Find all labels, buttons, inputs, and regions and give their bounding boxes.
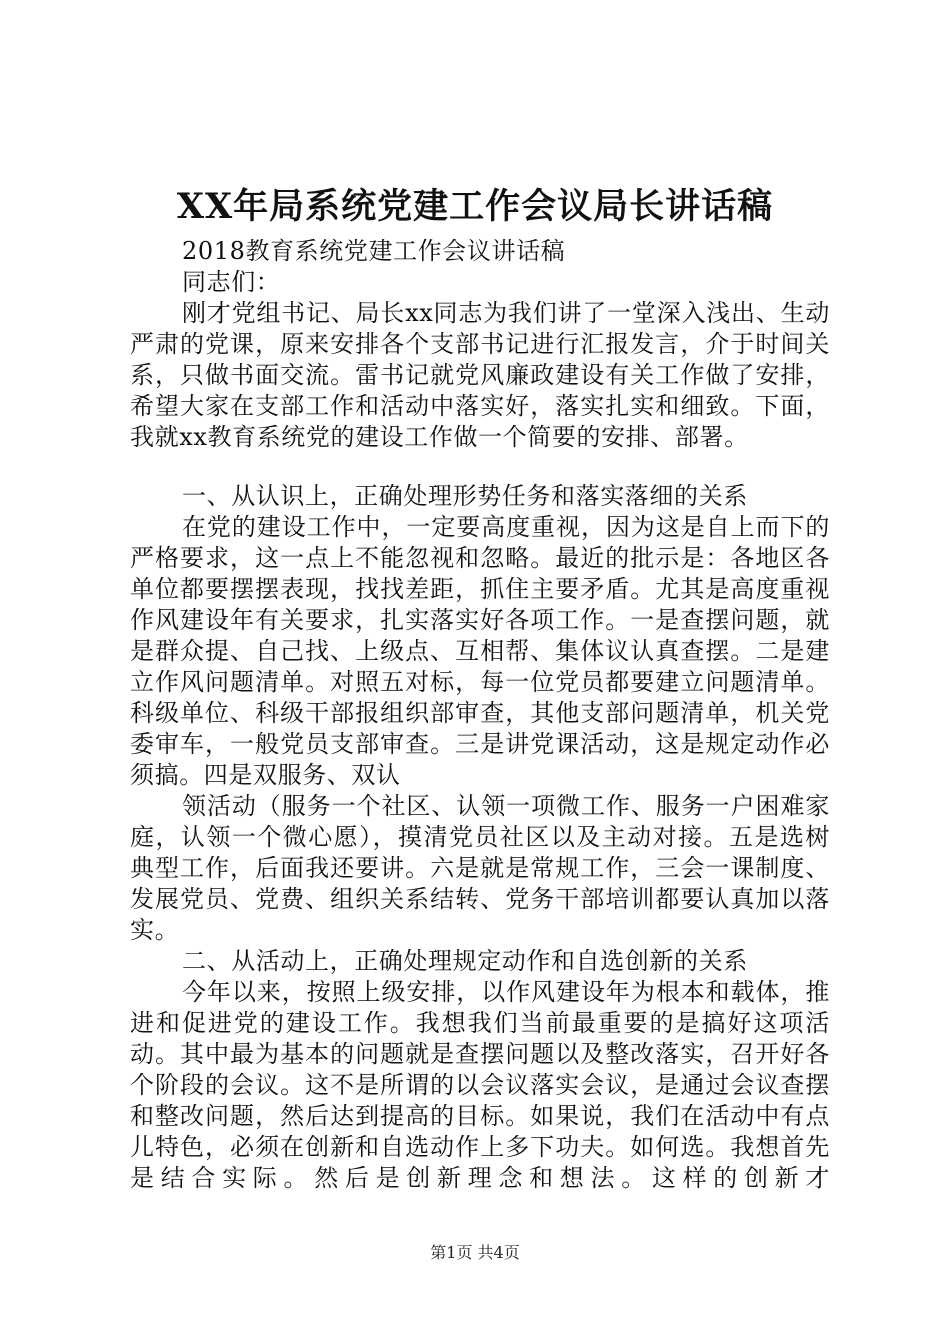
section-heading-2: 二、从活动上，正确处理规定动作和自选创新的关系 <box>182 947 748 975</box>
section-1-paragraph-2: 领活动（服务一个社区、认领一项微工作、服务一户困难家庭，认领一个微心愿），摸清党员社区以及主动对接。五是选树典型工作，后面我还要讲。六是就是常规工作，三会一课制度、发展党员、党费、组织关系结转、党务干部培训都要认真加以落实。 <box>130 792 830 944</box>
salutation-paragraph: 同志们： <box>182 268 281 296</box>
section-2-paragraph-1: 今年以来，按照上级安排，以作风建设年为根本和载体，推进和促进党的建设工作。我想我们当前最重要的是搞好这项活动。其中最为基本的问题就是查摆问题以及整改落实，召开好各个阶段的会议。这不是所谓的以会议落实会议，是通过会议查摆和整改问题，然后达到提高的目标。如果说，我们在活动中有点儿特色，必须在创新和自选动作上多下功夫。如何选。我想首先是结合实际。然后是创新理念和想法。这样的创新才 <box>130 978 830 1192</box>
document-title: XX年局系统党建工作会议局长讲话稿 <box>176 186 774 227</box>
paragraph-spacer <box>130 453 830 481</box>
section-heading-1: 一、从认识上，正确处理形势任务和落实落细的关系 <box>182 482 748 510</box>
section-1-paragraph-1: 在党的建设工作中，一定要高度重视，因为这是自上而下的严格要求，这一点上不能忽视和忽略。最近的批示是：各地区各单位都要摆摆表现，找找差距，抓住主要矛盾。尤其是高度重视作风建设年有关要求，扎实落实好各项工作。一是查摆问题，就是群众提、自己找、上级点、互相帮、集体议认真查摆。二是建立作风问题清单。对照五对标，每一位党员都要建立问题清单。科级单位、科级干部报组织部审查，其他支部问题清单，机关党委审车，一般党员支部审查。三是讲党课活动，这是规定动作必须搞。四是双服务、双认 <box>130 513 830 789</box>
subtitle-paragraph: 2018教育系统党建工作会议讲话稿 <box>182 237 566 265</box>
document-body <box>130 236 830 1194</box>
page-footer: 第1页 共4页 <box>430 1243 520 1262</box>
intro-paragraph: 刚才党组书记、局长xx同志为我们讲了一堂深入浅出、生动严肃的党课，原来安排各个支部书记进行汇报发言，介于时间关系，只做书面交流。雷书记就党风廉政建设有关工作做了安排，希望大家在支部工作和活动中落实好，落实扎实和细致。下面，我就xx教育系统党的建设工作做一个简要的安排、部署。 <box>130 299 830 451</box>
